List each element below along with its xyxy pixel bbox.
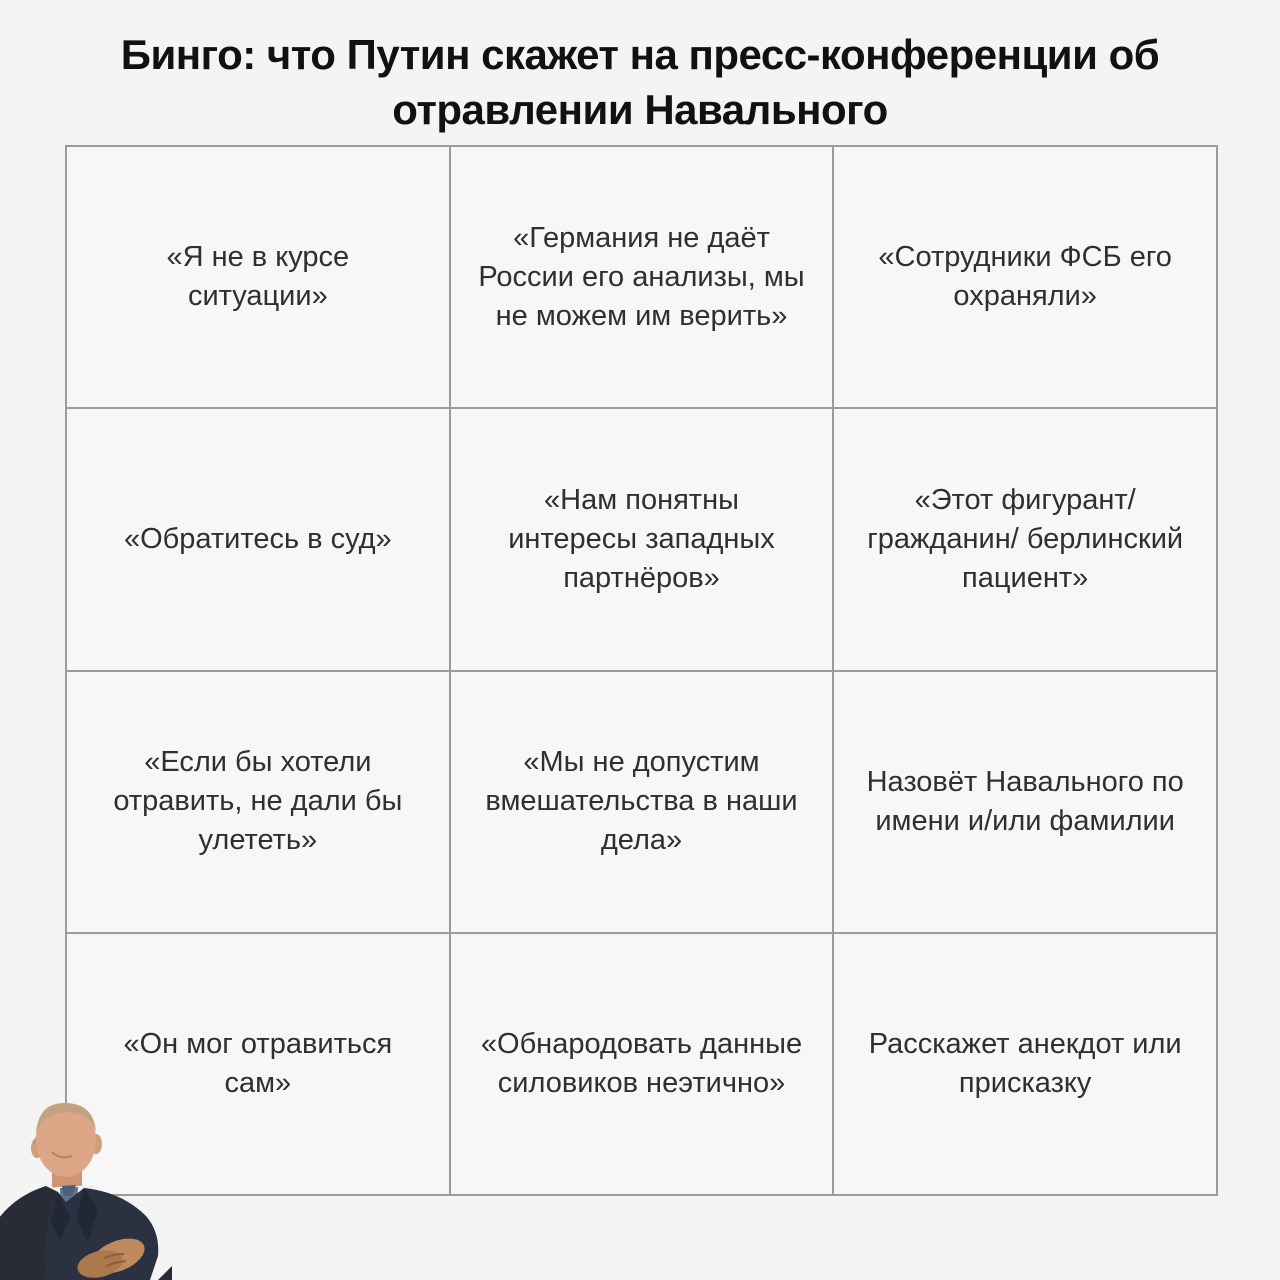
bingo-grid bbox=[65, 145, 1218, 1196]
page-title: Бинго: что Путин скажет на пресс-конференции об отравлении Навального bbox=[120, 31, 1160, 133]
bingo-cell-r2c1: «Обратитесь в суд» bbox=[67, 409, 449, 669]
putin-cutout-image bbox=[0, 1090, 172, 1280]
bingo-cell-r2c2: «Нам понятны интересы западных партнёров» bbox=[451, 409, 833, 669]
bingo-cell-r1c2: «Германия не даёт России его анализы, мы не можем им верить» bbox=[451, 147, 833, 407]
bingo-cell-r3c1: «Если бы хотели отравить, не дали бы улететь» bbox=[67, 672, 449, 932]
bingo-cell-r1c1: «Я не в курсе ситуации» bbox=[67, 147, 449, 407]
bingo-cell-r1c3: «Сотрудники ФСБ его охраняли» bbox=[834, 147, 1216, 407]
bingo-cell-r4c2: «Обнародовать данные силовиков неэтично» bbox=[451, 934, 833, 1194]
bingo-cell-r3c3: Назовёт Навального по имени и/или фамилии bbox=[834, 672, 1216, 932]
bingo-cell-r4c1: «Он мог отравиться сам» bbox=[67, 934, 449, 1194]
bingo-cell-r3c2: «Мы не допустим вмешательства в наши дела» bbox=[451, 672, 833, 932]
bingo-cell-r2c3: «Этот фигурант/ гражданин/ берлинский пациент» bbox=[834, 409, 1216, 669]
bingo-cell-r4c3: Расскажет анекдот или присказку bbox=[834, 934, 1216, 1194]
